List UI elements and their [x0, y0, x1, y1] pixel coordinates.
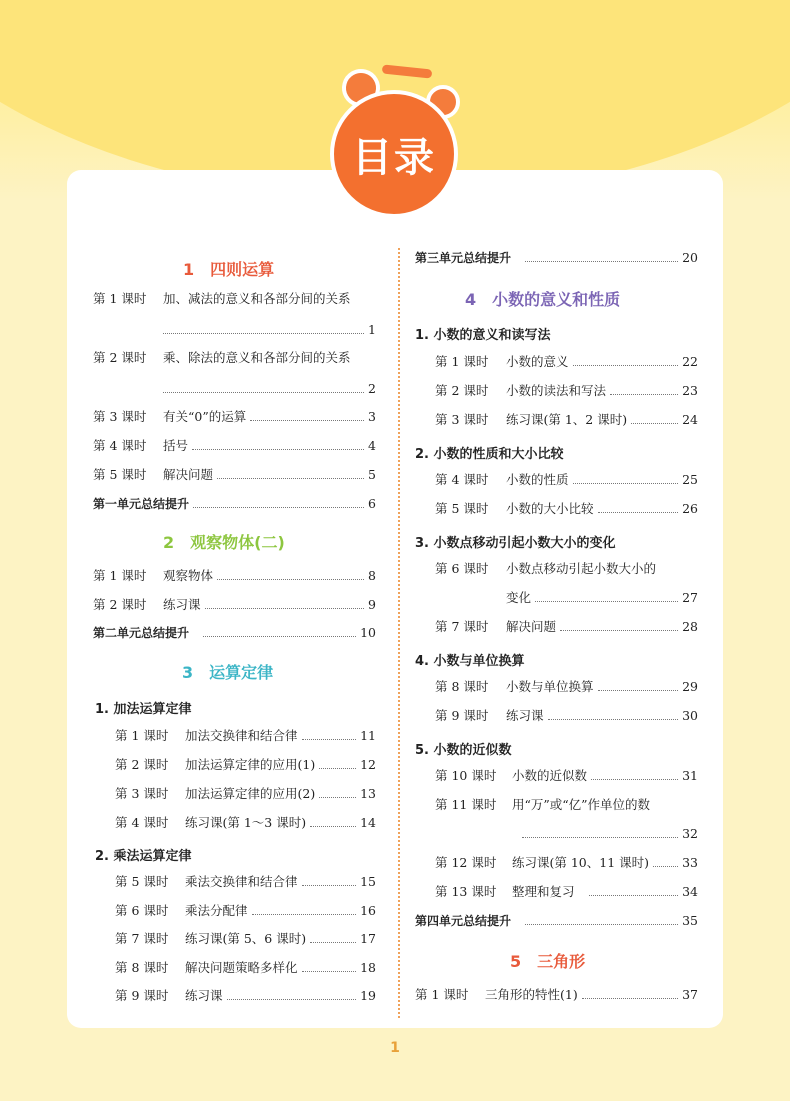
- lesson-label: 第 11 课时: [435, 797, 497, 812]
- leader-dots: [582, 998, 678, 999]
- toc-row[interactable]: [435, 679, 698, 695]
- summary-title: 第三单元总结提升: [415, 251, 512, 265]
- toc-row[interactable]: [93, 409, 376, 425]
- lesson-title: 三角形的特性(1): [485, 987, 578, 1002]
- section-title: 4. 小数与单位换算: [415, 654, 525, 669]
- lesson-label: 第 12 课时: [435, 855, 497, 870]
- toc-row[interactable]: [435, 354, 698, 370]
- lesson-title: 加法运算定律的应用(2): [185, 786, 316, 801]
- page-number: 37: [682, 987, 698, 1002]
- toc-row[interactable]: [435, 708, 698, 724]
- unit-5-title: 5 三角形: [510, 952, 586, 971]
- toc-row[interactable]: [115, 815, 376, 831]
- page-number: 18: [360, 960, 376, 975]
- lesson-title: 乘法交换律和结合律: [185, 874, 298, 889]
- toc-row-summary[interactable]: [93, 625, 376, 641]
- section-title: 2. 乘法运算定律: [95, 849, 192, 864]
- page-title: 目录: [352, 134, 436, 181]
- leader-dots: [252, 914, 357, 915]
- leader-dots: [319, 797, 356, 798]
- page-number: 35: [682, 913, 698, 928]
- toc-row[interactable]: [93, 350, 383, 366]
- lesson-title: 练习课: [506, 708, 544, 723]
- lesson-label: 第 8 课时: [115, 960, 169, 975]
- page-number: 22: [682, 354, 698, 369]
- page-number: 1: [368, 322, 376, 337]
- page-number: 17: [360, 931, 376, 946]
- leader-dots: [205, 608, 365, 609]
- lesson-label: 第 3 课时: [115, 786, 169, 801]
- toc-row[interactable]: [415, 987, 698, 1003]
- unit-3-title: 3 运算定律: [182, 663, 274, 682]
- toc-row-summary[interactable]: [93, 496, 376, 512]
- toc-row[interactable]: [435, 619, 698, 635]
- toc-row[interactable]: [93, 438, 376, 454]
- page-number: 23: [682, 383, 698, 398]
- leader-dots: [302, 739, 357, 740]
- lesson-label: 第 1 课时: [115, 728, 169, 743]
- toc-row[interactable]: [435, 561, 698, 577]
- lesson-label: 第 1 课时: [435, 354, 489, 369]
- toc-row-continued[interactable]: [163, 322, 376, 338]
- summary-title: 第一单元总结提升: [93, 497, 190, 511]
- page-number: 27: [682, 590, 698, 605]
- section-title: 2. 小数的性质和大小比较: [415, 447, 564, 462]
- lesson-title: 加法运算定律的应用(1): [185, 757, 316, 772]
- page-number: 8: [368, 568, 376, 583]
- toc-row[interactable]: [93, 291, 383, 307]
- page-footer-number: 1: [390, 1040, 400, 1056]
- toc-row-summary[interactable]: [415, 250, 698, 266]
- unit-2-title: 2 观察物体(二): [163, 533, 285, 552]
- leader-dots: [591, 779, 678, 780]
- lesson-label: 第 5 课时: [435, 501, 489, 516]
- lesson-label: 第 5 课时: [115, 874, 169, 889]
- leader-dots: [589, 895, 679, 896]
- lesson-label: 第 4 课时: [115, 815, 169, 830]
- lesson-title: 练习课: [185, 988, 223, 1003]
- section-title: 5. 小数的近似数: [415, 743, 512, 758]
- lesson-label: 第 1 课时: [93, 291, 147, 306]
- lesson-title: 练习课(第 1～3 课时): [185, 815, 307, 830]
- page-number: 2: [368, 381, 376, 396]
- lesson-label: 第 6 课时: [435, 561, 489, 576]
- toc-row[interactable]: [435, 855, 698, 871]
- leader-dots: [310, 942, 356, 943]
- leader-dots: [548, 719, 679, 720]
- leader-dots: [573, 483, 679, 484]
- page-number: 5: [368, 467, 376, 482]
- lesson-title: 用“万”或“亿”作单位的数: [512, 797, 651, 812]
- lesson-title: 小数的读法和写法: [506, 383, 607, 398]
- lesson-label: 第 1 课时: [93, 568, 147, 583]
- lesson-title: 练习课(第 1、2 课时): [506, 412, 628, 427]
- summary-title: 第二单元总结提升: [93, 626, 190, 640]
- lesson-title: 练习课(第 10、11 课时): [512, 855, 650, 870]
- leader-dots: [598, 690, 679, 691]
- lesson-label: 第 9 课时: [435, 708, 489, 723]
- page-number: 29: [682, 679, 698, 694]
- lesson-label: 第 7 课时: [115, 931, 169, 946]
- lesson-label: 第 9 课时: [115, 988, 169, 1003]
- leader-dots: [653, 866, 678, 867]
- lesson-label: 第 2 课时: [93, 597, 147, 612]
- leader-dots: [525, 924, 678, 925]
- lesson-title: 练习课(第 5、6 课时): [185, 931, 307, 946]
- lesson-title: 括号: [163, 438, 189, 453]
- leader-dots: [227, 999, 357, 1000]
- lesson-title: 解决问题: [506, 619, 557, 634]
- lesson-label: 第 4 课时: [93, 438, 147, 453]
- leader-dots: [310, 826, 356, 827]
- page-number: 6: [368, 496, 376, 511]
- page-number: 10: [360, 625, 376, 640]
- summary-title: 第四单元总结提升: [415, 914, 512, 928]
- lesson-title: 小数的性质: [506, 472, 569, 487]
- leader-dots: [192, 449, 364, 450]
- lesson-title: 加、减法的意义和各部分间的关系: [163, 291, 351, 306]
- page-number: 13: [360, 786, 376, 801]
- leader-dots: [193, 507, 364, 508]
- toc-row[interactable]: [115, 728, 376, 744]
- toc-row-continued[interactable]: [506, 590, 698, 606]
- toc-row[interactable]: [435, 768, 698, 784]
- toc-row[interactable]: [115, 988, 376, 1004]
- toc-row[interactable]: [115, 903, 376, 919]
- leader-dots: [610, 394, 678, 395]
- leader-dots: [217, 579, 364, 580]
- page-number: 11: [360, 728, 376, 743]
- toc-row[interactable]: [435, 412, 698, 428]
- leader-dots: [163, 392, 364, 393]
- leader-dots: [302, 971, 357, 972]
- title-badge: [320, 55, 470, 215]
- leader-dots: [319, 768, 356, 769]
- lesson-title: 解决问题: [163, 467, 214, 482]
- lesson-label: 第 8 课时: [435, 679, 489, 694]
- toc-row[interactable]: [435, 884, 698, 900]
- page-number: 19: [360, 988, 376, 1003]
- section-title: 3. 小数点移动引起小数大小的变化: [415, 536, 616, 551]
- page-number: 12: [360, 757, 376, 772]
- lesson-label: 第 2 课时: [115, 757, 169, 772]
- page-number: 24: [682, 412, 698, 427]
- lesson-title: 小数的意义: [506, 354, 569, 369]
- page-number: 25: [682, 472, 698, 487]
- toc-row-continued[interactable]: [163, 381, 376, 397]
- toc-row[interactable]: [115, 874, 376, 890]
- lesson-title: 整理和复习: [512, 884, 575, 899]
- column-divider: [398, 248, 400, 1018]
- lesson-title: 观察物体: [163, 568, 214, 583]
- lesson-title: 练习课: [163, 597, 201, 612]
- lesson-label: 第 1 课时: [415, 987, 469, 1002]
- lesson-title: 小数的近似数: [512, 768, 588, 783]
- page-number: 33: [682, 855, 698, 870]
- page-number: 4: [368, 438, 376, 453]
- page-number: 28: [682, 619, 698, 634]
- toc-row[interactable]: [115, 960, 376, 976]
- lesson-title: 加法交换律和结合律: [185, 728, 298, 743]
- lesson-title: 乘、除法的意义和各部分间的关系: [163, 350, 351, 365]
- page-number: 32: [682, 826, 698, 841]
- leader-dots: [598, 512, 679, 513]
- lesson-label: 第 6 课时: [115, 903, 169, 918]
- toc-row[interactable]: [115, 931, 376, 947]
- toc-row[interactable]: [435, 501, 698, 517]
- toc-row[interactable]: [435, 383, 698, 399]
- leader-dots: [302, 885, 357, 886]
- page-number: 20: [682, 250, 698, 265]
- bell-bar-icon: [382, 64, 433, 78]
- toc-row-summary[interactable]: [415, 913, 698, 929]
- lesson-label: 第 3 课时: [435, 412, 489, 427]
- lesson-label: 第 2 课时: [435, 383, 489, 398]
- page-number: 14: [360, 815, 376, 830]
- toc-row[interactable]: [435, 472, 698, 488]
- lesson-label: 第 4 课时: [435, 472, 489, 487]
- lesson-title: 解决问题策略多样化: [185, 960, 298, 975]
- page-number: 9: [368, 597, 376, 612]
- lesson-label: 第 5 课时: [93, 467, 147, 482]
- lesson-label: 第 7 课时: [435, 619, 489, 634]
- toc-row[interactable]: [93, 467, 376, 483]
- leader-dots: [217, 478, 364, 479]
- lesson-label: 第 2 课时: [93, 350, 147, 365]
- lesson-title: 小数的大小比较: [506, 501, 594, 516]
- leader-dots: [163, 333, 364, 334]
- lesson-title: 有关“0”的运算: [163, 409, 247, 424]
- title-circle: [330, 90, 458, 218]
- leader-dots: [631, 423, 678, 424]
- page-number: 26: [682, 501, 698, 516]
- leader-dots: [535, 601, 678, 602]
- lesson-label: 第 10 课时: [435, 768, 497, 783]
- section-title: 1. 加法运算定律: [95, 702, 192, 717]
- leader-dots: [203, 636, 356, 637]
- lesson-title-continued: 变化: [506, 590, 532, 605]
- lesson-title: 小数与单位换算: [506, 679, 594, 694]
- unit-4-title: 4 小数的意义和性质: [465, 290, 621, 309]
- toc-row[interactable]: [115, 786, 376, 802]
- leader-dots: [573, 365, 679, 366]
- leader-dots: [522, 837, 678, 838]
- page-number: 15: [360, 874, 376, 889]
- lesson-title: 小数点移动引起小数大小的: [506, 561, 657, 576]
- lesson-title: 乘法分配律: [185, 903, 248, 918]
- toc-row[interactable]: [93, 568, 376, 584]
- toc-row[interactable]: [435, 797, 698, 813]
- toc-row[interactable]: [115, 757, 376, 773]
- toc-row-continued[interactable]: [522, 826, 698, 842]
- page-number: 3: [368, 409, 376, 424]
- leader-dots: [525, 261, 678, 262]
- section-title: 1. 小数的意义和读写法: [415, 328, 551, 343]
- page-number: 16: [360, 903, 376, 918]
- unit-1-title: 1 四则运算: [183, 260, 275, 279]
- page-number: 34: [682, 884, 698, 899]
- toc-row[interactable]: [93, 597, 376, 613]
- page-number: 30: [682, 708, 698, 723]
- lesson-label: 第 3 课时: [93, 409, 147, 424]
- leader-dots: [250, 420, 364, 421]
- lesson-label: 第 13 课时: [435, 884, 497, 899]
- page-number: 31: [682, 768, 698, 783]
- leader-dots: [560, 630, 678, 631]
